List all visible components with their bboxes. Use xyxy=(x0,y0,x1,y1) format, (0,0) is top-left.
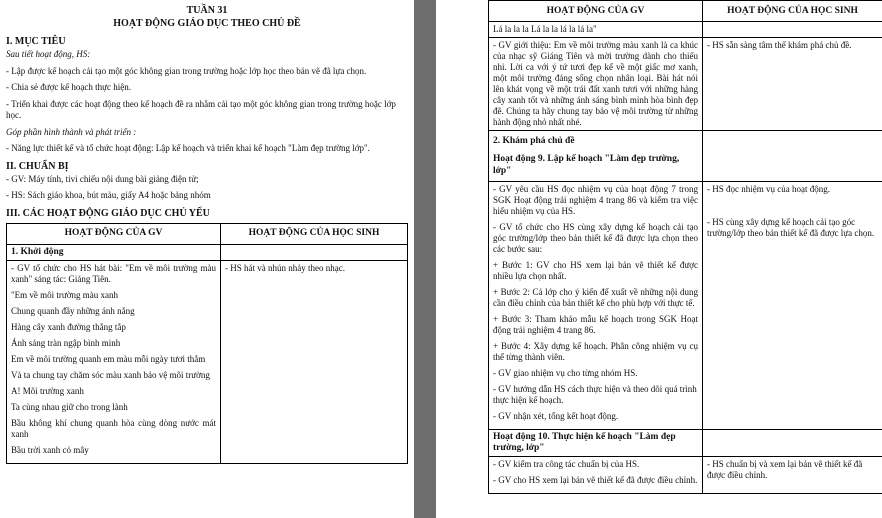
empty-cell xyxy=(703,22,882,38)
teacher-step: - GV kiểm tra công tác chuẩn bị của HS. xyxy=(493,459,640,469)
column-header-student: HOẠT ĐỘNG CỦA HỌC SINH xyxy=(221,223,408,244)
objectives-intro: Sau tiết hoạt động, HS: xyxy=(6,49,91,59)
lyric-end-cell xyxy=(489,22,703,38)
lyric-line: Ánh sáng tràn ngập bình minh xyxy=(11,337,121,348)
student-response: - HS sẵn sàng tâm thế khám phá chủ đề. xyxy=(707,40,852,50)
student-response: - HS chuẩn bị và xem lại bản vẽ thiết kế đã được điều chỉnh. xyxy=(707,459,863,480)
student-activity-cell xyxy=(703,457,882,494)
lyric-line: Và ta chung tay chăm sóc màu xanh bảo vệ môi trường xyxy=(11,369,210,380)
objective-item: - Triển khai được các hoạt động theo kế hoạch đề ra nhằm cải tạo một góc không gian trong trường hoặc lớp học. xyxy=(6,98,396,120)
lyric-line: "Em về môi trường màu xanh xyxy=(11,289,119,300)
empty-cell xyxy=(703,430,882,457)
teacher-step: - GV nhận xét, tổng kết hoạt động. xyxy=(493,411,619,421)
preparation-item: - HS: Sách giáo khoa, bút màu, giấy A4 hoặc bảng nhóm xyxy=(6,190,211,200)
teacher-step: - GV cho HS xem lại bản vẽ thiết kế đã được điều chỉnh. xyxy=(493,475,698,485)
student-activity-cell xyxy=(703,38,882,131)
student-activity-cell xyxy=(221,260,408,463)
lyric-line: Em về môi trường quanh em màu mỗi ngày tươi thắm xyxy=(11,353,206,364)
teacher-activity-cell xyxy=(489,38,703,131)
teacher-introduction: - GV giới thiệu: Em về môi trường màu xanh là ca khúc của nhạc sỹ Giáng Tiên và mời trường dành cho thiếu nhi. Lời ca với ý tứ tươi đẹp kể về một giấc mơ xanh, một môi trường đáng sống chọn nhân loại. Bài hát nói lên khát vọng về một trái đất xanh tươi với những hàng cây xanh tốt và những ánh sáng bình minh hòa bình đẹp đẽ. Chúng ta hãy chung tay bảo vệ môi trường từ những hành động nhỏ nhất nhé. xyxy=(493,40,698,127)
column-header-student: HOẠT ĐỘNG CỦA HỌC SINH xyxy=(703,1,882,22)
lyric-line: Bầu không khí chung quanh hòa cùng dòng nước mát xanh xyxy=(11,417,216,439)
lyric-line: Lá la la la Lá la la lá la lá la" xyxy=(493,24,597,34)
activity-10-title: Hoạt động 10. Thực hiện kế hoạch "Làm đẹp trường, lớp" xyxy=(489,430,703,457)
teacher-step: - GV yêu cầu HS đọc nhiệm vụ của hoạt động 7 trong SGK Hoạt động trải nghiệm 4 trang 86 và kiểm tra việc hiểu nhiệm vụ của HS. xyxy=(493,184,698,216)
teacher-activity-cell xyxy=(489,457,703,494)
document-title: HOẠT ĐỘNG GIÁO DỤC THEO CHỦ ĐỀ xyxy=(113,18,301,29)
lyric-line: Ta cùng nhau giữ cho trong lành xyxy=(11,401,128,412)
activity-table-left xyxy=(6,223,408,464)
teacher-step: - GV hướng dẫn HS cách thực hiện và theo dõi quá trình thực hiện kế hoạch. xyxy=(493,384,697,405)
activity-block-9 xyxy=(489,131,703,182)
teacher-step: + Bước 2: Cả lớp cho ý kiến để xuất về những nội dung cần điều chỉnh của bản thiết kế cho phù hợp với thực tế. xyxy=(493,287,698,308)
competency-heading: Góp phần hình thành và phát triển : xyxy=(6,126,137,137)
objective-item: - Lập được kế hoạch cải tạo một góc không gian trong trường hoặc lớp học theo bản vẽ đã lựa chọn. xyxy=(6,65,367,76)
lyric-line: A! Môi trường xanh xyxy=(11,385,84,396)
lyric-line: Bầu trời xanh có mây xyxy=(11,444,89,455)
teacher-instruction: - GV tổ chức cho HS hát bài: "Em về môi trường màu xanh" sáng tác: Giáng Tiên. xyxy=(11,262,216,284)
section-heading-objectives: I. MỤC TIÊU xyxy=(6,36,66,47)
empty-cell xyxy=(703,131,882,182)
column-header-teacher: HOẠT ĐỘNG CỦA GV xyxy=(489,1,703,22)
teacher-step: + Bước 4: Xây dựng kế hoạch. Phân công nhiệm vụ cụ thể từng thành viên. xyxy=(493,341,698,362)
teacher-step: - GV giao nhiệm vụ cho từng nhóm HS. xyxy=(493,368,638,378)
activity-table-right xyxy=(488,0,882,494)
teacher-step: + Bước 3: Tham khảo mẫu kế hoạch trong SGK Hoạt động trải nghiệm 4 trang 86. xyxy=(493,314,698,335)
section-row-warmup: 1. Khởi động xyxy=(7,244,221,260)
lyric-line: Chung quanh đầy những ánh nắng xyxy=(11,305,135,316)
preparation-item: - GV: Máy tính, tivi chiếu nội dung bài giảng điện tử; xyxy=(6,173,199,184)
student-response: - HS cùng xây dựng kế hoạch cải tạo góc trường/lớp theo bản thiết kế đã được lựa chọn. xyxy=(707,217,875,238)
lyric-line: Hàng cây xanh đường thẳng tắp xyxy=(11,321,126,332)
column-header-teacher: HOẠT ĐỘNG CỦA GV xyxy=(7,223,221,244)
teacher-step: + Bước 1: GV cho HS xem lại bản vẽ thiết kế được nhiều lựa chọn nhất. xyxy=(493,260,698,281)
document-page-right xyxy=(436,0,882,518)
section-row-explore: 2. Khám phá chủ đề xyxy=(493,136,575,146)
competency-item: - Năng lực thiết kế và tổ chức hoạt động: Lập kế hoạch và triển khai kế hoạch "Làm đẹp trường lớp". xyxy=(6,143,370,153)
student-response: - HS đọc nhiệm vụ của hoạt động. xyxy=(707,184,830,194)
empty-cell xyxy=(221,244,408,260)
student-response: - HS hát và nhún nhảy theo nhạc. xyxy=(225,262,345,273)
week-heading: TUẦN 31 xyxy=(186,5,228,16)
teacher-activity-cell xyxy=(489,182,703,430)
section-heading-preparation: II. CHUẨN BỊ xyxy=(6,160,69,172)
teacher-activity-cell xyxy=(7,260,221,463)
teacher-step: - GV tổ chức cho HS cùng xây dựng kế hoạch cải tạo góc trường/lớp theo bản thiết kế đã được lựa chọn theo các bước sau: xyxy=(493,222,698,254)
activity-9-title: Hoạt động 9. Lập kế hoạch "Làm đẹp trường, lớp" xyxy=(493,154,680,176)
section-heading-activities: III. CÁC HOẠT ĐỘNG GIÁO DỤC CHỦ YẾU xyxy=(6,207,210,219)
objective-item: - Chia sẻ được kế hoạch thực hiện. xyxy=(6,82,131,92)
document-page-left xyxy=(0,0,414,518)
student-activity-cell xyxy=(703,182,882,430)
